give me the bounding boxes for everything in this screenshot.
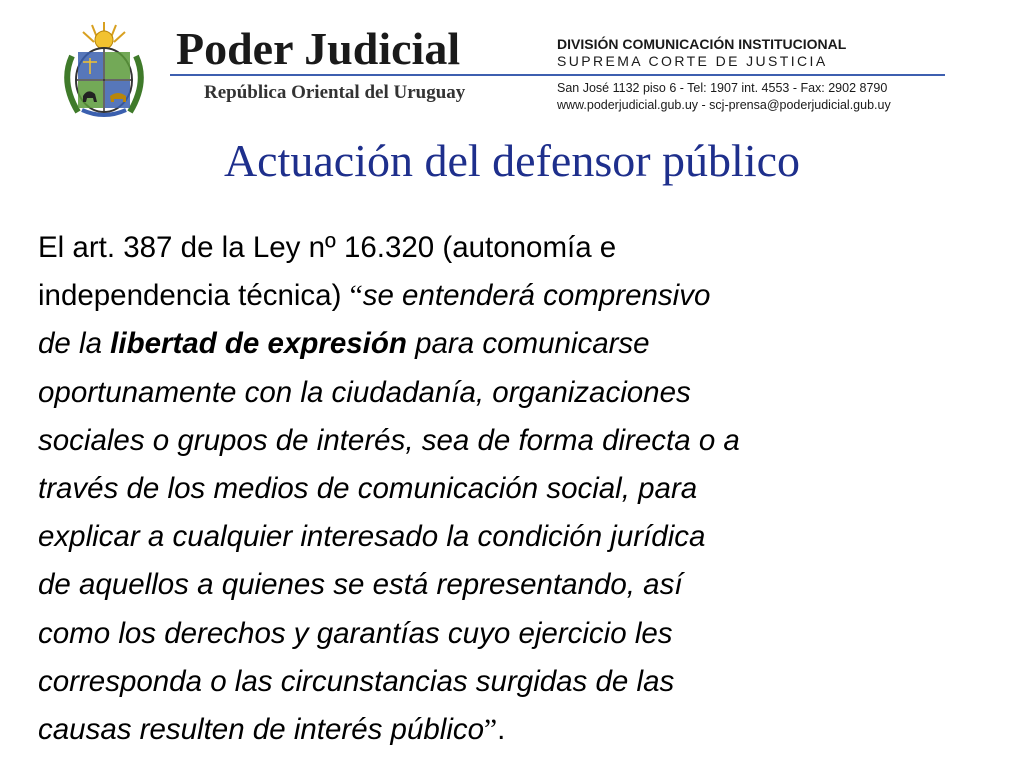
court-name: SUPREMA CORTE DE JUSTICIA [557,53,828,69]
body-line [38,465,998,513]
org-subtitle: República Oriental del Uruguay [204,82,466,103]
close-quote: ” [484,714,498,747]
body-line [38,369,998,417]
quoted-text: oportunamente con la ciudadanía, organizaciones [38,375,691,409]
quoted-text: explicar a cualquier interesado la condición jurídica [38,520,706,554]
quoted-text: corresponda o las circunstancias surgidas de las [38,664,675,698]
quoted-text: causas resulten de interés público [38,713,485,747]
quoted-text: sociales o grupos de interés, sea de forma directa o a [38,423,740,457]
body-line [38,658,998,706]
quoted-text: de aquellos a quienes se está representando, así [38,568,683,602]
body-line [38,706,998,754]
body-text: El art. 387 de la Ley nº 16.320 (autonomía e [38,231,617,264]
body-line [38,320,998,368]
coat-of-arms-icon [58,20,150,122]
quoted-text: para comunicarse [406,327,650,361]
header-divider [170,74,945,76]
slide-title: Actuación del defensor público [223,135,801,186]
body-line [38,417,998,465]
body-line [38,513,998,561]
division-name: DIVISIÓN COMUNICACIÓN INSTITUCIONAL [557,36,847,52]
quoted-text: como los derechos y garantías cuyo ejercicio les [38,616,673,650]
org-name: Poder Judicial [176,23,461,74]
body-line [38,224,998,272]
quoted-text: de la [38,327,111,361]
body-line [38,610,998,658]
body-text: . [497,713,506,747]
body-text: independencia técnica) [38,279,350,313]
contact-address: San José 1132 piso 6 - Tel: 1907 int. 4553 - Fax: 2902 8790 [557,81,888,95]
quoted-text: través de los medios de comunicación social, para [38,472,698,506]
open-quote: “ [349,280,363,313]
contact-web: www.poderjudicial.gub.uy - scj-prensa@poderjudicial.gub.uy [557,98,891,112]
body-line [38,561,998,609]
body-line [38,272,998,320]
slide-body [38,224,998,754]
quoted-text: se entenderá comprensivo [362,279,711,313]
emphasis-text: libertad de expresión [110,327,407,361]
